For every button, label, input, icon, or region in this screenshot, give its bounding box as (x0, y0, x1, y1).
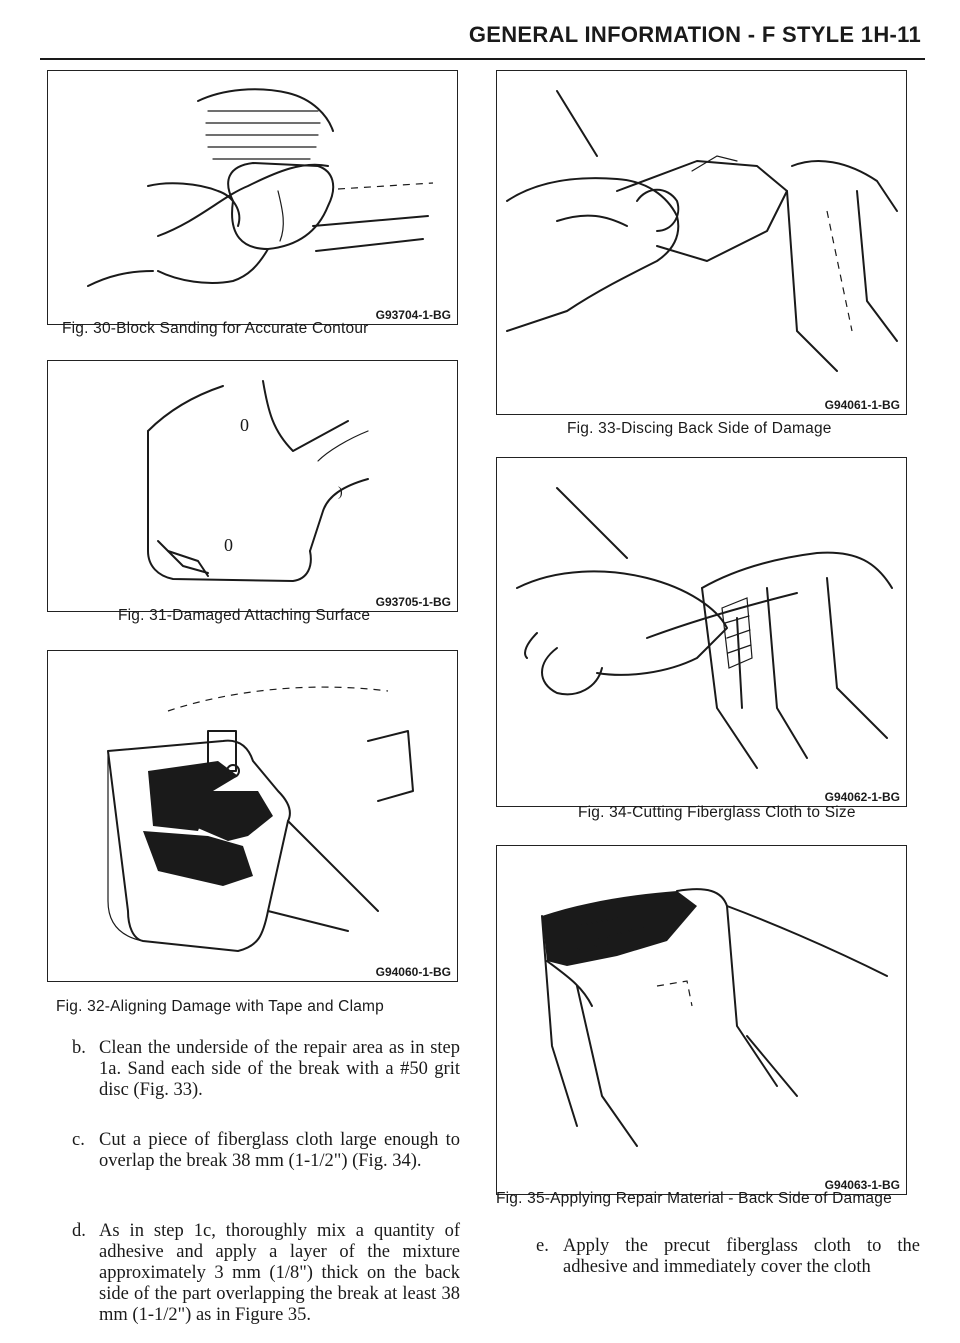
step-c-label: c. (72, 1130, 85, 1150)
figure-32-caption: Fig. 32-Aligning Damage with Tape and Clamp (56, 998, 384, 1015)
step-e-text: Apply the precut fiberglass cloth to the adhesive and immediately cover the cloth (563, 1236, 920, 1277)
figure-32-box (47, 650, 458, 982)
figure-33-caption: Fig. 33-Discing Back Side of Damage (567, 420, 832, 437)
svg-text:0: 0 (240, 415, 249, 435)
figure-30-box (47, 70, 458, 325)
figure-33-id: G94061-1-BG (824, 398, 900, 412)
figure-35-caption: Fig. 35-Applying Repair Material - Back Side of Damage (496, 1190, 892, 1207)
step-d-text: As in step 1c, thoroughly mix a quantity of adhesive and apply a layer of the mixture approximately 3 mm (1/8") thick on the back side of the part overlapping the break at least 38 mm (1-1/2") as in Figure 35. (99, 1221, 460, 1325)
svg-text:0: 0 (224, 535, 233, 555)
figure-33-box (496, 70, 907, 415)
figure-34-caption: Fig. 34-Cutting Fiberglass Cloth to Size (578, 804, 856, 821)
page-title: GENERAL INFORMATION - F STYLE 1H-11 (468, 22, 921, 47)
figure-34-id: G94062-1-BG (824, 790, 900, 804)
figure-35-box (496, 845, 907, 1195)
damaged-attaching-surface-illustration (48, 361, 457, 611)
figure-32-id: G94060-1-BG (375, 965, 451, 979)
step-b-label: b. (72, 1038, 86, 1058)
tape-and-clamp-illustration (48, 651, 457, 981)
cutting-cloth-illustration (497, 458, 906, 806)
step-b-text: Clean the underside of the repair area as in step 1a. Sand each side of the break with a #50 grit disc (Fig. 33). (99, 1038, 460, 1100)
figure-30-caption: Fig. 30-Block Sanding for Accurate Contour (62, 320, 369, 337)
figure-30-id: G93704-1-BG (375, 308, 451, 322)
block-sanding-illustration (48, 71, 457, 324)
figure-31-caption: Fig. 31-Damaged Attaching Surface (118, 607, 371, 624)
step-e-label: e. (536, 1236, 549, 1256)
figure-34-box (496, 457, 907, 807)
discing-illustration (497, 71, 906, 414)
step-c-text: Cut a piece of fiberglass cloth large enough to overlap the break 38 mm (1-1/2") (Fig. 34). (99, 1130, 460, 1171)
svg-text:): ) (338, 485, 343, 500)
page-header (40, 18, 925, 60)
figure-35-id: G94063-1-BG (824, 1178, 900, 1192)
step-d-label: d. (72, 1221, 86, 1241)
figure-31-id: G93705-1-BG (375, 595, 451, 609)
applying-material-illustration (497, 846, 906, 1194)
figure-31-box (47, 360, 458, 612)
